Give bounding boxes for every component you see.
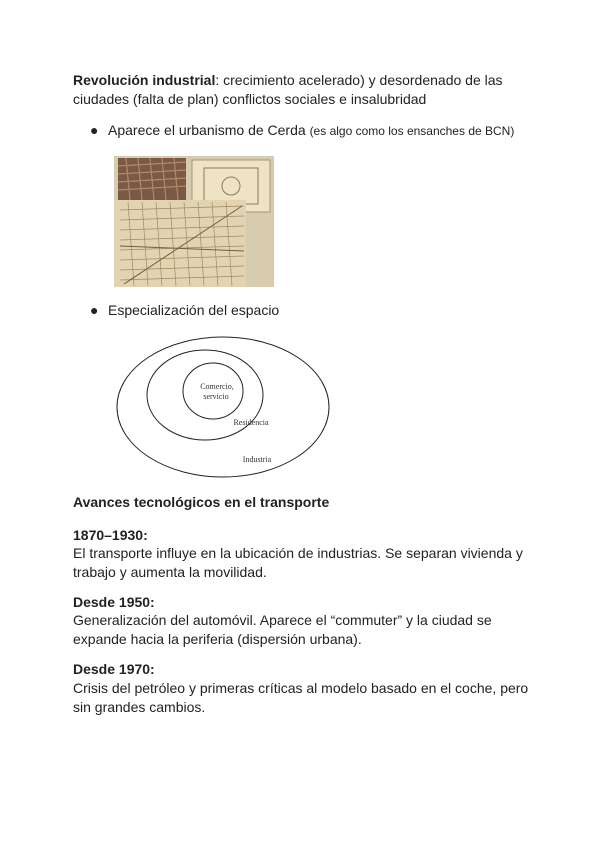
zones-diagram [113, 333, 333, 481]
bullet-main: Aparece el urbanismo de Cerda [108, 122, 310, 138]
zone-label-residencia: Residencia [233, 418, 269, 427]
period-heading: 1870–1930: [73, 527, 148, 543]
cerda-plan-image [114, 156, 274, 287]
zone-label-industria: Industria [242, 455, 272, 464]
bullet-cerda [90, 121, 514, 141]
bullet-main: Especialización del espacio [108, 302, 280, 318]
intro-bold: Revolución industrial [73, 72, 216, 88]
zone-label-comercio: Comercio, [200, 382, 234, 391]
intro-text: : crecimiento acelerado) y desordenado de las ciudades (falta de plan) conflictos sociales e insalubridad [73, 72, 503, 107]
period-text: Crisis del petróleo y primeras críticas al modelo basado en el coche, pero sin grandes cambios. [73, 680, 529, 715]
bullet-note: (es algo como los ensanches de BCN) [309, 124, 515, 138]
section-title: Avances tecnológicos en el transporte [73, 494, 330, 510]
period-heading: Desde 1970: [73, 661, 155, 677]
period-text: El transporte influye en la ubicación de industrias. Se separan vivienda y trabajo y aumenta la movilidad. [73, 545, 523, 580]
bullet-dot-icon: ● [90, 302, 99, 318]
intro-paragraph [73, 71, 543, 109]
zone-label-servicio: servicio [203, 392, 229, 401]
period-text: Generalización del automóvil. Aparece el “commuter” y la ciudad se expande hacia la periferia (dispersión urbana). [73, 612, 492, 647]
period-heading: Desde 1950: [73, 594, 155, 610]
bullet-especializacion [90, 301, 279, 320]
bullet-dot-icon: ● [90, 122, 99, 138]
